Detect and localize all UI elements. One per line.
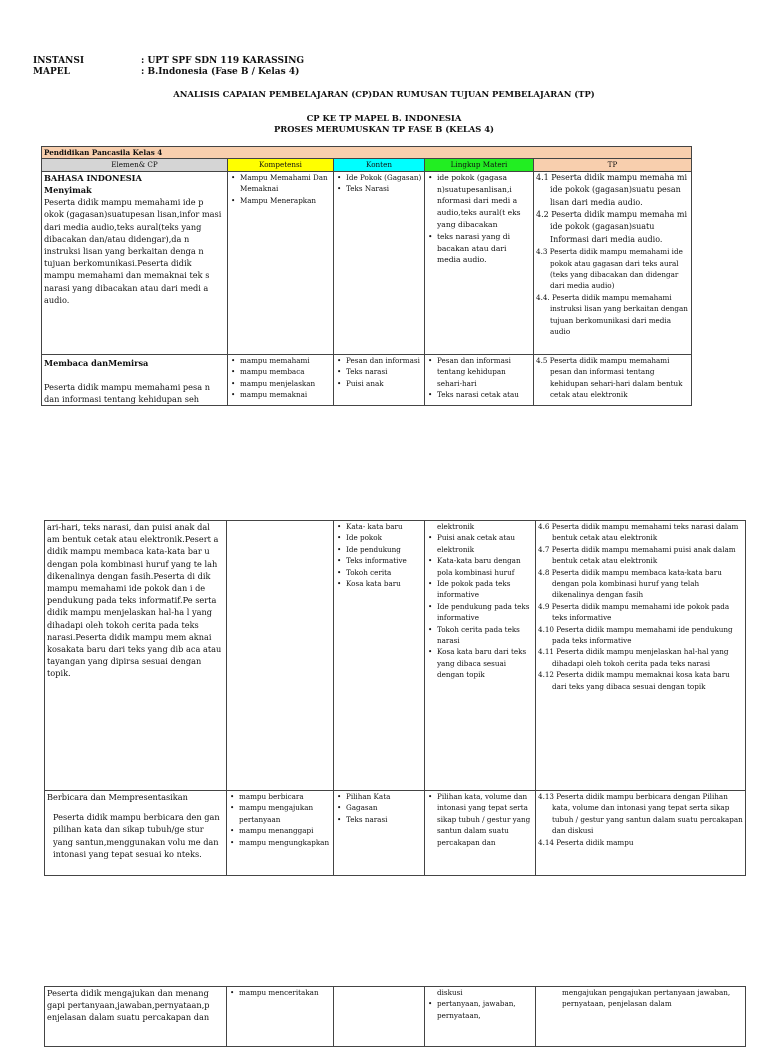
list-item: • Kata-kata baru dengan pola kombinasi huruf [437, 555, 533, 578]
list-item: • Teks informative [346, 555, 422, 566]
lingkup-continued: diskusi [437, 988, 463, 997]
list-item: • teks narasi yang di bacakan atau dari media audio. [437, 231, 531, 266]
lingkup-cell [425, 171, 534, 354]
tp-item: 4.1 Peserta didik mampu memaha mi ide pokok (gagasan)suatu pesan lisan dari media audio. [536, 172, 688, 207]
list-item: • Puisi anak [346, 378, 422, 389]
tp-item: 4.6 Peserta didik mampu memahami teks narasi dalam bentuk cetak atau elektronik [538, 522, 739, 543]
list-item: • Ide pendukung [346, 544, 422, 555]
list-item: • mampu memaknai [240, 389, 331, 400]
tp-item: 4.14 Peserta didik mampu [538, 837, 634, 847]
list-item: • Puisi anak cetak atau elektronik [437, 532, 533, 555]
header-kompetensi: Kompetensi [228, 159, 334, 171]
list-item: • Mampu Menerapkan [240, 195, 331, 206]
instansi-label: INSTANSI [33, 56, 85, 66]
lingkup-cell [425, 354, 534, 406]
list-item: • Ide pokok [346, 532, 422, 543]
tp-item: 4.11 Peserta didik mampu menjelaskan hal-hal yang dihadapi oleh tokoh cerita pada teks narasi [538, 647, 729, 668]
kompetensi-cell [227, 791, 334, 876]
instansi-value: : UPT SPF SDN 119 KARASSING [141, 56, 305, 66]
konten-cell [334, 354, 425, 406]
kompetensi-cell [228, 171, 334, 354]
mapel-value: : B.Indonesia (Fase B / Kelas 4) [141, 67, 300, 77]
list-item: • Tokoh cerita [346, 567, 422, 578]
list-item: • Ide pokok pada teks informative [437, 578, 533, 601]
mapel-label: MAPEL [33, 67, 70, 77]
table-row [42, 354, 692, 406]
tp-cell [534, 171, 692, 354]
list-item: • ide pokok (gagasa n)suatupesanlisan,i nformasi dari medi a audio,teks aural(t eks yang dibacakan [437, 172, 531, 231]
konten-cell [334, 791, 425, 876]
tp-item: 4.12 Peserta didik mampu memaknai kosa kata baru dari teks yang dibaca sesuai dengan topik [538, 670, 730, 691]
tp-item: 4.10 Peserta didik mampu memahami ide pendukung pada teks informative [538, 624, 733, 646]
cp-cell [45, 987, 227, 1047]
list-item: • Pesan dan informasi tentang kehidupan sehari-hari [437, 355, 531, 389]
tp-item: 4.3 Peserta didik mampu memahami ide pokok atau gagasan dari teks aural (teks yang dibacakan dan didengar dari media audio) [536, 247, 683, 291]
tp-cell [536, 791, 746, 876]
list-item: • Ide pendukung pada teks informative [437, 601, 533, 624]
cp-title: BAHASA INDONESIA [44, 172, 142, 183]
list-item: • mampu mengajukan pertanyaan [239, 802, 331, 825]
list-item: • mampu mengungkapkan [239, 837, 331, 848]
subject-header: Pendidikan Pancasila Kelas 4 [42, 147, 692, 159]
list-item: • mampu menjelaskan [240, 378, 331, 389]
lingkup-cell [425, 791, 536, 876]
cp-tp-table [41, 146, 692, 406]
list-item: • mampu menanggapi [239, 825, 331, 836]
list-item: • mampu memahami [240, 355, 331, 366]
kompetensi-cell [228, 354, 334, 406]
lingkup-cell [425, 521, 536, 791]
document-subtitle-1: CP KE TP MAPEL B. INDONESIA [306, 113, 462, 123]
tp-item: 4.4. Peserta didik mampu memahami instruksi lisan yang berkaitan dengan tujuan berkomunikasi dari media audio [536, 292, 688, 337]
tp-item: 4.9 Peserta didik mampu memahami ide pokok pada teks informative [538, 601, 730, 623]
cp-title: Berbicara dan Mempresentasikan [47, 792, 188, 802]
list-item: • Pilihan kata, volume dan intonasi yang tepat serta sikap tubuh / gestur yang santun dalam suatu percakapan dan [437, 791, 533, 848]
list-item: • Teks Narasi [346, 183, 422, 194]
konten-cell [334, 171, 425, 354]
lingkup-cell [425, 987, 536, 1047]
list-item: • mampu menceritakan [239, 987, 331, 998]
list-item: • Pilihan Kata [346, 791, 422, 802]
kompetensi-cell [227, 521, 334, 791]
list-item: • Ide Pokok (Gagasan) [346, 172, 422, 183]
lingkup-continued: elektronik [437, 522, 475, 531]
list-item: • Teks narasi [346, 366, 422, 377]
list-item: • Gagasan [346, 802, 422, 813]
tp-cell [534, 354, 692, 406]
cp-text: Peserta didik mampu memahami pesa n dan informasi tentang kehidupan seh [44, 382, 210, 405]
cp-text: Peserta didik mampu berbicara den gan pilihan kata dan sikap tubuh/ge stur yang santun,menggunakan volu me dan intonasi yang tepat sesuai ko nteks. [53, 812, 220, 859]
document-subtitle-2: PROSES MERUMUSKAN TP FASE B (KELAS 4) [273, 124, 494, 134]
list-item: • pertanyaan, jawaban, pernyataan, [437, 998, 533, 1021]
konten-cell [334, 987, 425, 1047]
tp-item: 4.2 Peserta didik mampu memaha mi ide pokok (gagasan)suatu Informasi dari media audio. [536, 210, 688, 244]
list-item: • Mampu Memahami Dan Memaknai [240, 172, 331, 195]
list-item: • mampu membaca [240, 366, 331, 377]
list-item: • Tokoh cerita pada teks narasi [437, 624, 533, 647]
cp-text: Peserta didik mengajukan dan menang gapi pertanyaan,jawaban,pernyataan,p enjelasan dalam suatu percakapan dan [47, 988, 210, 1023]
cp-title: Membaca danMemirsa [44, 357, 149, 368]
table-row [42, 171, 692, 354]
header-tp: TP [534, 159, 692, 171]
tp-cell [536, 521, 746, 791]
table-row [45, 791, 746, 876]
cp-cell [45, 521, 227, 791]
tp-cell [536, 987, 746, 1047]
kompetensi-cell [227, 987, 334, 1047]
cp-cell [45, 791, 227, 876]
cp-text: Peserta didik mampu memahami ide p okok (gagasan)suatupesan lisan,infor masi dari media audio,teks aural(teks yang dibacakan dan/atau didengar),da n instruksi lisan yang berkaitan denga n tujuan berkomunikasi.Peserta didik mampu memahami dan memaknai tek s narasi yang dibacakan atau dari medi a audio. [44, 197, 222, 305]
cp-tp-table-page-3 [44, 986, 746, 1047]
header-lingkup-materi: Lingkup Materi [425, 159, 534, 171]
list-item: • Teks narasi [346, 814, 422, 825]
tp-item: 4.7 Peserta didik mampu memahami puisi anak dalam bentuk cetak atau elektronik [538, 544, 736, 566]
list-item: • Kosa kata baru [346, 578, 422, 589]
cp-cell [42, 354, 228, 406]
tp-item: 4.5 Peserta didik mampu memahami pesan dan informasi tentang kehidupan sehari-hari dalam bentuk cetak atau elektronik [536, 355, 683, 400]
document-title: ANALISIS CAPAIAN PEMBELAJARAN (CP)DAN RUMUSAN TUJUAN PEMBELAJARAN (TP) [173, 89, 595, 99]
cp-text: ari-hari, teks narasi, dan puisi anak dal am bentuk cetak atau elektronik.Pesert a didik mampu membaca kata-kata bar u dengan pola kombinasi huruf yang te lah dikenalinya dengan fasih.Peserta di dik mampu memahami ide pokok dan i de pendukung pada teks informatif.Pe serta didik mampu menjelaskan hal-ha l yang dihadapi oleh tokoh cerita pada teks narasi.Peserta didik mampu mem aknai kosakata baru dari teks yang dib aca atau tayangan yang dipirsa sesuai dengan topik. [47, 522, 222, 679]
tp-item: 4.8 Peserta didik mampu membaca kata-kata baru dengan pola kombinasi huruf yang telah dikenalinya dengan fasih [538, 567, 722, 600]
tp-item: 4.13 Peserta didik mampu berbicara dengan Pilihan kata, volume dan intonasi yang tepat serta sikap tubuh / gestur yang santun dalam suatu percakapan dan diskusi [538, 792, 743, 836]
header-elemen-cp: Elemen& CP [42, 159, 228, 171]
list-item: • mampu berbicara [239, 791, 331, 802]
konten-cell [334, 521, 425, 791]
list-item: • Kosa kata baru dari teks yang dibaca sesuai dengan topik [437, 646, 533, 680]
cp-cell [42, 171, 228, 354]
list-item: • Teks narasi cetak atau [437, 389, 531, 400]
cp-subtitle: Menyimak [44, 185, 92, 196]
list-item: • Pesan dan informasi [346, 355, 422, 366]
tp-item: mengajukan pengajukan pertanyaan jawaban, pernyataan, penjelasan dalam [562, 988, 731, 1009]
header-konten: Konten [334, 159, 425, 171]
table-row [45, 987, 746, 1047]
cp-tp-table-continued [44, 520, 746, 876]
table-row [45, 521, 746, 791]
list-item: • Kata- kata baru [346, 521, 422, 532]
